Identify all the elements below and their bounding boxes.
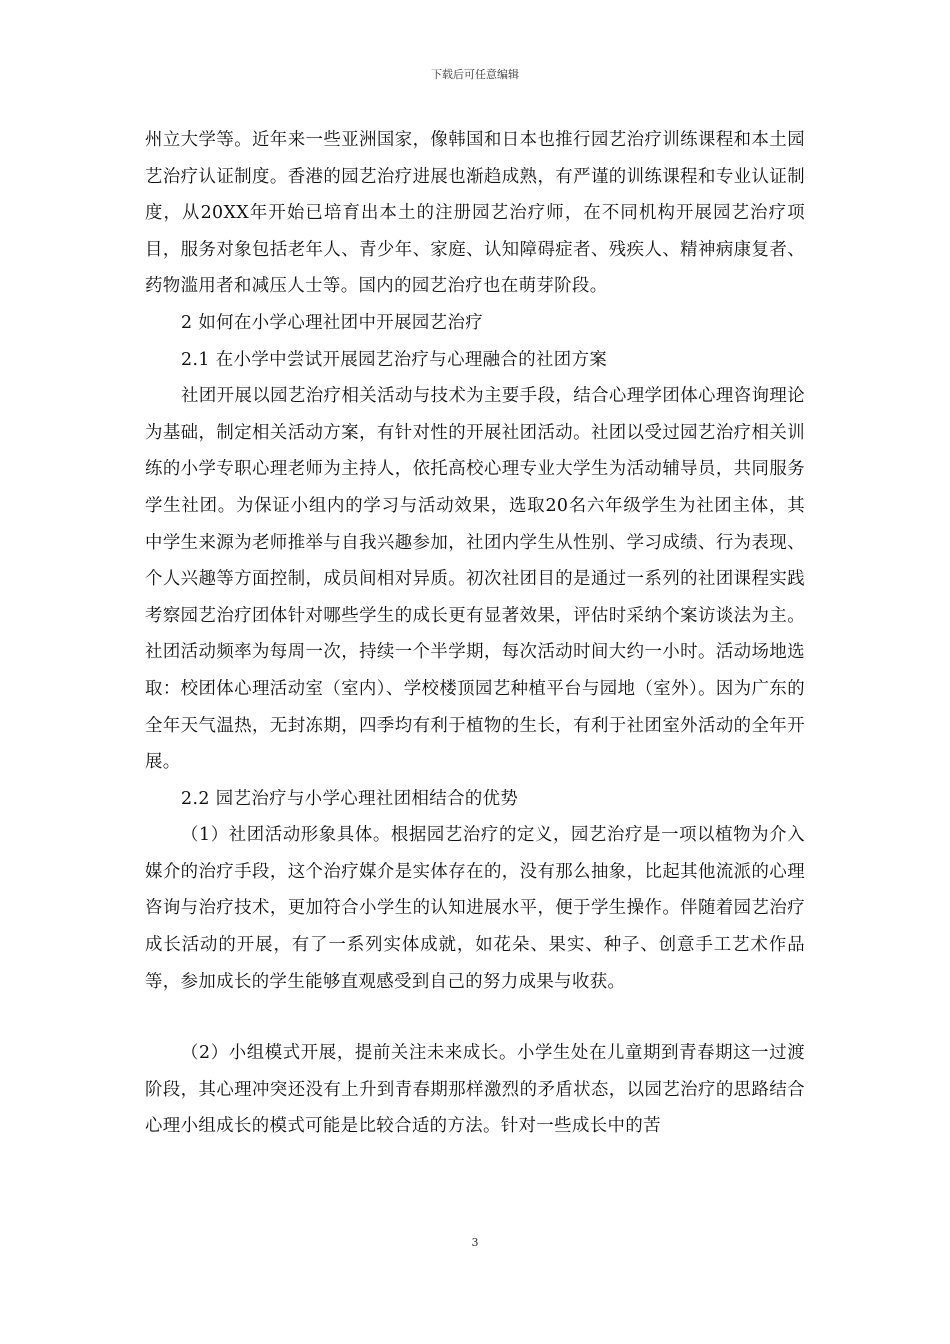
section-heading-2-2: 2.2 园艺治疗与小学心理社团相结合的优势 bbox=[181, 788, 519, 809]
section-heading-2-1: 2.1 在小学中尝试开展园艺治疗与心理融合的社团方案 bbox=[181, 349, 608, 370]
paragraph-intro: 州立大学等。近年来一些亚洲国家，像韩国和日本也推行园艺治疗训练课程和本土园艺治疗认证制度。香港的园艺治疗进展也渐趋成熟，有严谨的训练课程和专业认证制度，从20XX年开始已培育出本土的注册园艺治疗师，在不同机构开展园艺治疗项目，服务对象包括老年人、青少年、家庭、认知障碍症者、残疾人、精神病康复者、药物滥用者和减压人士等。国内的园艺治疗也在萌芽阶段。 bbox=[145, 130, 805, 297]
paragraph-gap bbox=[145, 1000, 805, 1035]
page-number: 3 bbox=[471, 1236, 479, 1249]
paragraph-advantage-2: （2）小组模式开展，提前关注未来成长。小学生处在儿童期到青春期这一过渡阶段，其心理冲突还没有上升到青春期那样激烈的矛盾状态，以园艺治疗的思路结合心理小组成长的模式可能是比较合适的方法。针对一些成长中的苦 bbox=[145, 1043, 805, 1137]
section-heading-2: 2 如何在小学心理社团中开展园艺治疗 bbox=[181, 312, 484, 333]
paragraph-advantage-1: （1）社团活动形象具体。根据园艺治疗的定义，园艺治疗是一项以植物为介入媒介的治疗手段，这个治疗媒介是实体存在的，没有那么抽象，比起其他流派的心理咨询与治疗技术，更加符合小学生的认知进展水平，便于学生操作。伴随着园艺治疗成长活动的开展，有了一系列实体成就，如花朵、果实、种子、创意手工艺术作品等，参加成长的学生能够直观感受到自己的努力成果与收获。 bbox=[145, 825, 805, 992]
document-body bbox=[145, 122, 805, 1145]
paragraph-club-plan: 社团开展以园艺治疗相关活动与技术为主要手段，结合心理学团体心理咨询理论为基础，制定相关活动方案，有针对性的开展社团活动。社团以受过园艺治疗相关训练的小学专职心理老师为主持人，依托高校心理专业大学生为活动辅导员，共同服务学生社团。为保证小组内的学习与活动效果，选取20名六年级学生为社团主体，其中学生来源为老师推举与自我兴趣参加，社团内学生从性别、学习成绩、行为表现、个人兴趣等方面控制，成员间相对异质。初次社团目的是通过一系列的社团课程实践考察园艺治疗团体针对哪些学生的成长更有显著效果，评估时采纳个案访谈法为主。社团活动频率为每周一次，持续一个半学期，每次活动时间大约一小时。活动场地选取：校团体心理活动室（室内）、学校楼顶园艺种植平台与园地（室外）。因为广东的全年天气温热，无封冻期，四季均有利于植物的生长，有利于社团室外活动的全年开展。 bbox=[145, 386, 805, 773]
page-header-note: 下载后可任意编辑 bbox=[431, 68, 519, 81]
